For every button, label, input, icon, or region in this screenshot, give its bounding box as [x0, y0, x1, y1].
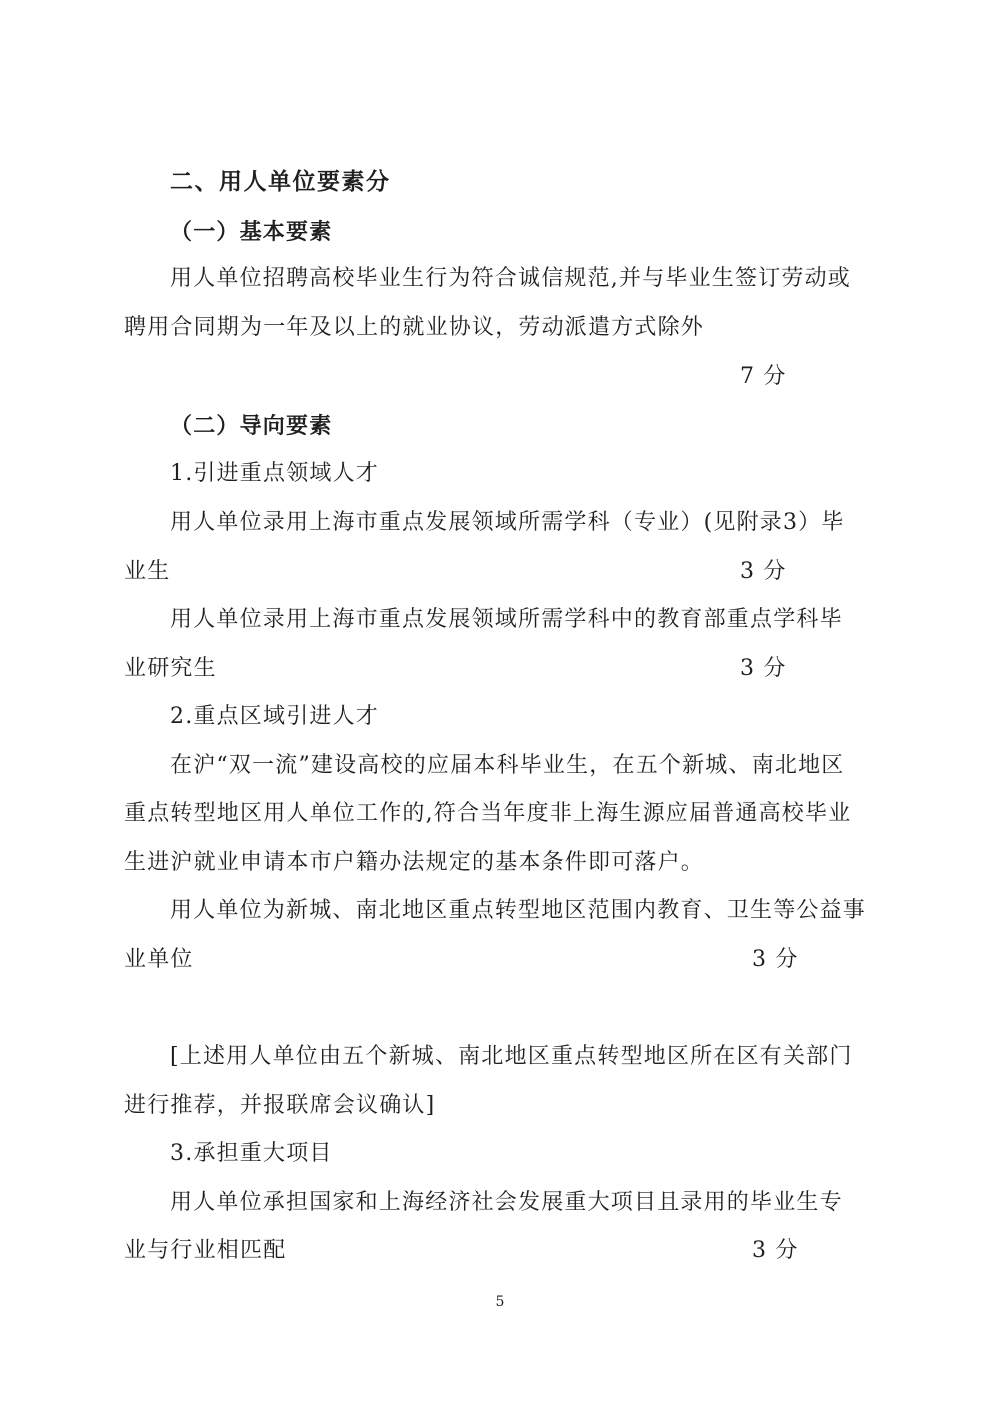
item1-para2-score: 3 分 [740, 656, 787, 681]
item2-para1-line-1: 在沪“双一流”建设高校的应届本科毕业生，在五个新城、南北地区 [170, 753, 845, 778]
item3-para1-line-2: 业与行业相匹配 [124, 1238, 287, 1263]
item1-title: 1.引进重点领域人才 [170, 461, 379, 486]
basic-score: 7 分 [740, 364, 787, 389]
item2-note-line-2: 进行推荐，并报联席会议确认] [124, 1093, 436, 1118]
item3-para1-line-1: 用人单位承担国家和上海经济社会发展重大项目且录用的毕业生专 [170, 1190, 843, 1215]
item3-para1-score: 3 分 [752, 1238, 799, 1263]
item1-para2-line-1: 用人单位录用上海市重点发展领域所需学科中的教育部重点学科毕 [170, 607, 843, 632]
item1-para2-line-2: 业研究生 [124, 656, 217, 681]
item1-para1-line-1: 用人单位录用上海市重点发展领域所需学科（专业）(见附录3）毕 [170, 510, 845, 535]
item2-para2-line-1: 用人单位为新城、南北地区重点转型地区范围内教育、卫生等公益事 [170, 898, 867, 923]
basic-para-line-1: 用人单位招聘高校毕业生行为符合诚信规范,并与毕业生签订劳动或 [170, 266, 851, 291]
item2-para2-line-2: 业单位 [124, 947, 194, 972]
basic-para-line-2: 聘用合同期为一年及以上的就业协议，劳动派遣方式除外 [124, 315, 705, 340]
guide-elements-heading: （二）导向要素 [170, 413, 333, 439]
item1-para1-score: 3 分 [740, 559, 787, 584]
item1-para1-line-2: 业生 [124, 559, 171, 584]
basic-elements-heading: （一）基本要素 [170, 219, 333, 245]
item2-note-line-1: [上述用人单位由五个新城、南北地区重点转型地区所在区有关部门 [170, 1044, 853, 1069]
page-number: 5 [495, 1294, 505, 1310]
item2-para1-line-3: 生进沪就业申请本市户籍办法规定的基本条件即可落户。 [124, 850, 705, 875]
item2-title: 2.重点区域引进人才 [170, 704, 379, 729]
item2-para1-line-2: 重点转型地区用人单位工作的,符合当年度非上海生源应届普通高校毕业 [124, 801, 852, 826]
section-title: 二、用人单位要素分 [170, 168, 391, 195]
item3-title: 3.承担重大项目 [170, 1141, 333, 1166]
item2-para2-score: 3 分 [752, 947, 799, 972]
